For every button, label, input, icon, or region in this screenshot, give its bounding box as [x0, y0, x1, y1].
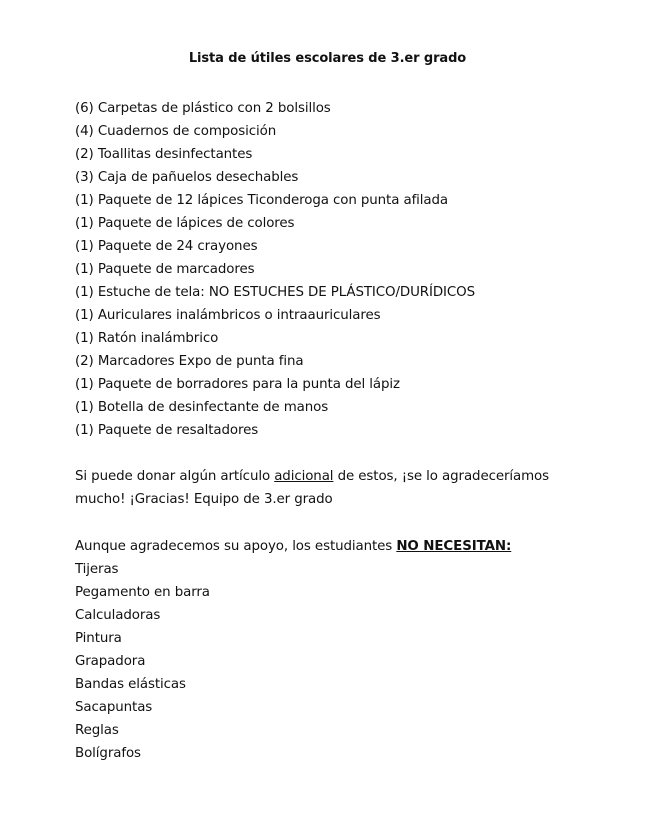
not-needed-item: Pegamento en barra — [75, 585, 210, 600]
donation-paragraph — [75, 465, 615, 511]
donation-text-before: Si puede donar algún artículo — [75, 469, 275, 484]
supply-item: (4) Cuadernos de composición — [75, 124, 277, 139]
supply-item: (1) Paquete de borradores para la punta del lápiz — [75, 377, 400, 392]
supply-item: (1) Paquete de resaltadores — [75, 423, 259, 438]
not-needed-intro-text: Aunque agradecemos su apoyo, los estudiantes — [75, 539, 397, 554]
not-needed-list — [75, 558, 210, 765]
supply-item: (1) Paquete de marcadores — [75, 262, 255, 277]
donation-text-after: de estos, ¡se lo agradeceríamos — [333, 469, 550, 484]
supply-item: (1) Paquete de 24 crayones — [75, 239, 258, 254]
supply-list — [75, 97, 475, 442]
not-needed-emphasis: NO NECESITAN: — [396, 539, 512, 554]
supply-item: (1) Auriculares inalámbricos o intraauriculares — [75, 308, 381, 323]
donation-line-2: mucho! ¡Gracias! Equipo de 3.er grado — [75, 492, 333, 507]
not-needed-item: Reglas — [75, 723, 119, 738]
not-needed-item: Bandas elásticas — [75, 677, 186, 692]
not-needed-item: Tijeras — [75, 562, 119, 577]
supply-item: (3) Caja de pañuelos desechables — [75, 170, 299, 185]
not-needed-item: Calculadoras — [75, 608, 161, 623]
supply-item: (1) Botella de desinfectante de manos — [75, 400, 329, 415]
not-needed-item: Grapadora — [75, 654, 146, 669]
supply-item: (1) Paquete de 12 lápices Ticonderoga con punta afilada — [75, 193, 449, 208]
donation-underlined-word: adicional — [274, 469, 334, 484]
supply-item: (1) Paquete de lápices de colores — [75, 216, 295, 231]
document-title: Lista de útiles escolares de 3.er grado — [188, 51, 467, 66]
donation-line-1 — [75, 465, 615, 488]
not-needed-item: Pintura — [75, 631, 122, 646]
supply-item: (1) Estuche de tela: NO ESTUCHES DE PLÁSTICO/DURÍDICOS — [75, 285, 475, 300]
supply-item: (6) Carpetas de plástico con 2 bolsillos — [75, 101, 331, 116]
supply-item: (2) Marcadores Expo de punta fina — [75, 354, 304, 369]
not-needed-intro — [75, 535, 511, 558]
not-needed-item: Bolígrafos — [75, 746, 141, 761]
supply-item: (2) Toallitas desinfectantes — [75, 147, 253, 162]
not-needed-item: Sacapuntas — [75, 700, 153, 715]
supply-item: (1) Ratón inalámbrico — [75, 331, 219, 346]
